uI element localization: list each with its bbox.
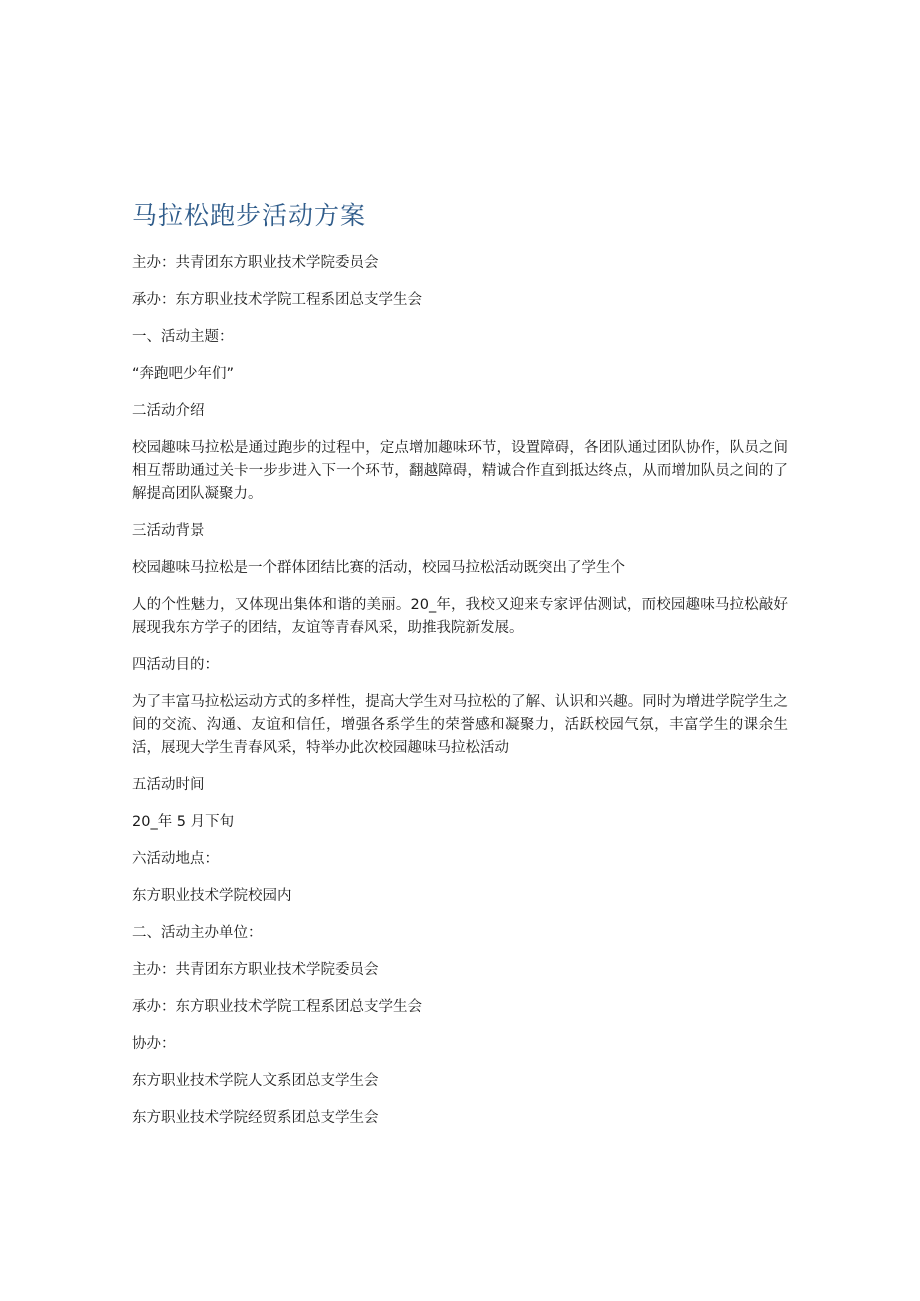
section-heading-background: 三活动背景	[132, 523, 205, 539]
time-text: 20_年 5 月下旬	[132, 814, 235, 830]
organizer-line: 主办：共青团东方职业技术学院委员会	[132, 255, 379, 271]
section-heading-intro: 二活动介绍	[132, 403, 205, 419]
document-title: 马拉松跑步活动方案	[132, 201, 367, 230]
section-heading-hosts: 二、活动主办单位：	[132, 925, 263, 941]
section-heading-theme: 一、活动主题：	[132, 329, 234, 345]
background-paragraph-1: 校园趣味马拉松是一个群体团结比赛的活动，校园马拉松活动既突出了学生个	[132, 560, 625, 576]
document-page	[132, 198, 788, 1144]
section-heading-purpose: 四活动目的：	[132, 657, 219, 673]
host-line: 主办：共青团东方职业技术学院委员会	[132, 962, 379, 978]
section-heading-time: 五活动时间	[132, 777, 205, 793]
location-text: 东方职业技术学院校园内	[132, 888, 292, 904]
co-host-line: 承办：东方职业技术学院工程系团总支学生会	[132, 999, 422, 1015]
background-paragraph-2: 人的个性魅力，又体现出集体和谐的美丽。20_年，我校又迎来专家评估测试，而校园趣味马拉松敲好展现我东方学子的团结，友谊等青春风采，助推我院新发展。	[132, 597, 788, 636]
intro-paragraph: 校园趣味马拉松是通过跑步的过程中，定点增加趣味环节，设置障碍，各团队通过团队协作，队员之间相互帮助通过关卡一步步进入下一个环节，翻越障碍，精诚合作直到抵达终点，从而增加队员之间的了解提高团队凝聚力。	[132, 440, 788, 502]
theme-text: “奔跑吧少年们”	[132, 366, 235, 382]
assist-unit-1: 东方职业技术学院人文系团总支学生会	[132, 1073, 379, 1089]
purpose-paragraph: 为了丰富马拉松运动方式的多样性，提高大学生对马拉松的了解、认识和兴趣。同时为增进学院学生之间的交流、沟通、友谊和信任，增强各系学生的荣誉感和凝聚力，活跃校园气氛，丰富学生的课余生活，展现大学生青春风采，特举办此次校园趣味马拉松活动	[132, 694, 788, 756]
co-organizer-line: 承办：东方职业技术学院工程系团总支学生会	[132, 292, 422, 308]
assist-unit-2: 东方职业技术学院经贸系团总支学生会	[132, 1110, 379, 1126]
section-heading-location: 六活动地点：	[132, 851, 219, 867]
assist-heading: 协办：	[132, 1036, 176, 1052]
